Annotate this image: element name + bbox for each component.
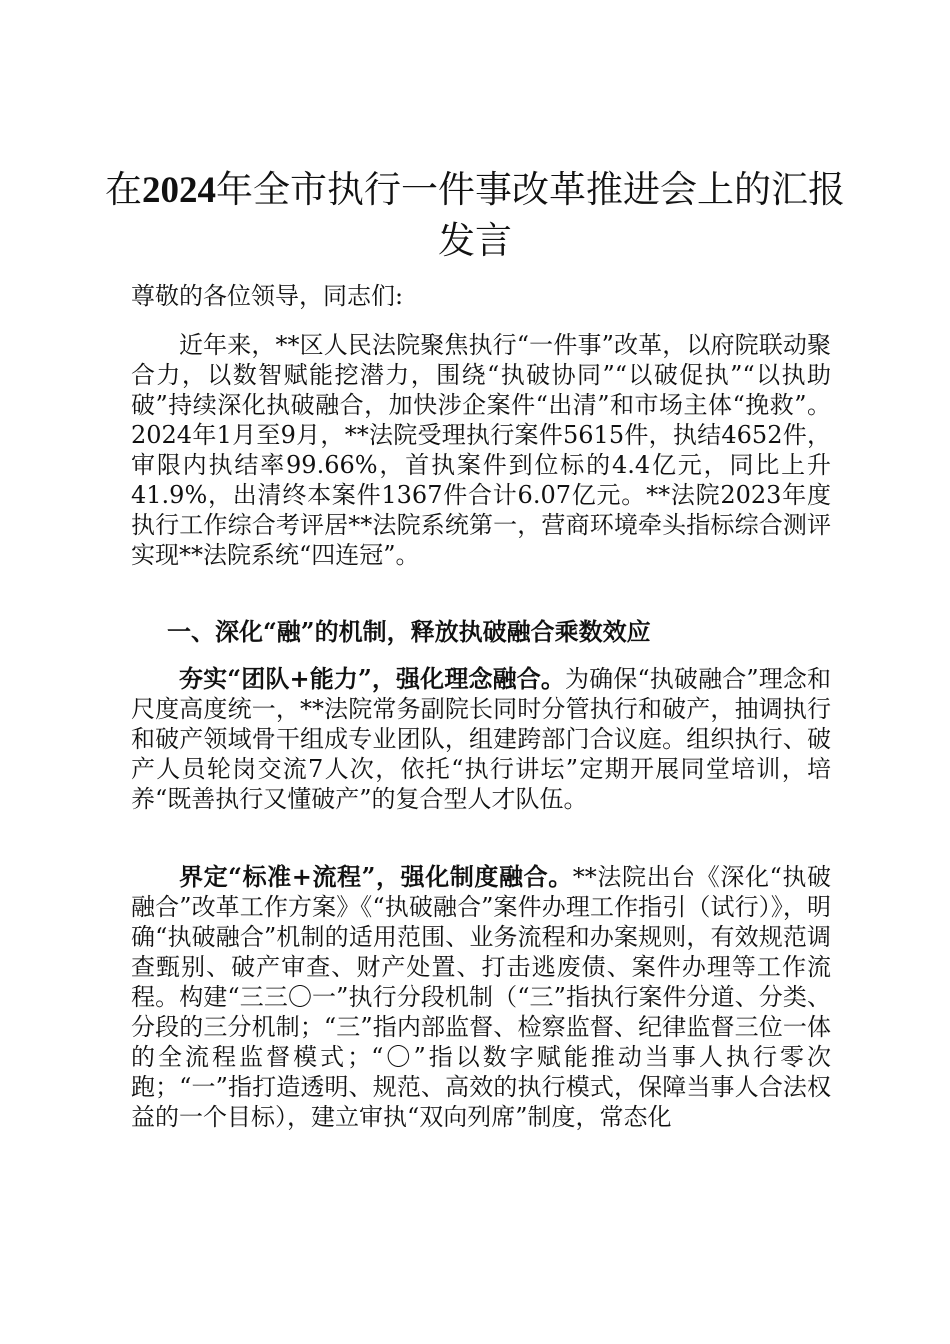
intro-paragraph: 近年来，**区人民法院聚焦执行“一件事”改革，以府院联动聚合力，以数智赋能挖潜力，围绕“执破协同”“以破促执”“以执助破”持续深化执破融合，加快涉企案件“出清”和市场主体“挽救”。2024年1月至9月，**法院受理执行案件5615件，执结4652件，审限内执结率99.66%，首执案件到位标的4.4亿元，同比上升41.9%，出清终本案件1367件合计6.07亿元。**法院2023年度执行工作综合考评居**法院系统第一，营商环境牵头指标综合测评实现**法院系统“四连冠”。 xyxy=(131,331,831,569)
paragraph-body: **法院出台《深化“执破融合”改革工作方案》《“执破融合”案件办理工作指引（试行）》，明确“执破融合”机制的适用范围、业务流程和办案规则，有效规范调查甄别、破产审查、财产处置、打击逃废债、案件办理等工作流程。构建“三三〇一”执行分段机制（“三”指执行案件分道、分类、分段的三分机制；“三”指内部监督、检察监督、纪律监督三位一体的全流程监督模式；“〇”指以数字赋能推动当事人执行零次跑；“一”指打造透明、规范、高效的执行模式，保障当事人合法权益的一个目标），建立审执“双向列席”制度，常态化 xyxy=(131,863,831,1131)
title-suffix: 年全市执行一件事改革推进会上的汇报发言 xyxy=(216,170,845,262)
title-year: 2024 xyxy=(142,170,216,211)
document-title xyxy=(100,165,850,267)
paragraph-standard-process xyxy=(131,862,831,1132)
section-heading-1: 一、深化“融”的机制，释放执破融合乘数效应 xyxy=(167,617,651,646)
paragraph-team-ability xyxy=(131,664,831,814)
title-prefix: 在 xyxy=(105,170,142,211)
paragraph-lead: 夯实“团队+能力”，强化理念融合。 xyxy=(179,664,565,693)
paragraph-body: 为确保“执破融合”理念和尺度高度统一，**法院常务副院长同时分管执行和破产，抽调执行和破产领域骨干组成专业团队，组建跨部门合议庭。组织执行、破产人员轮岗交流7人次，依托“执行讲坛”定期开展同堂培训，培养“既善执行又懂破产”的复合型人才队伍。 xyxy=(131,665,832,813)
paragraph-lead: 界定“标准+流程”，强化制度融合。 xyxy=(179,862,573,891)
salutation: 尊敬的各位领导，同志们: xyxy=(131,282,404,310)
